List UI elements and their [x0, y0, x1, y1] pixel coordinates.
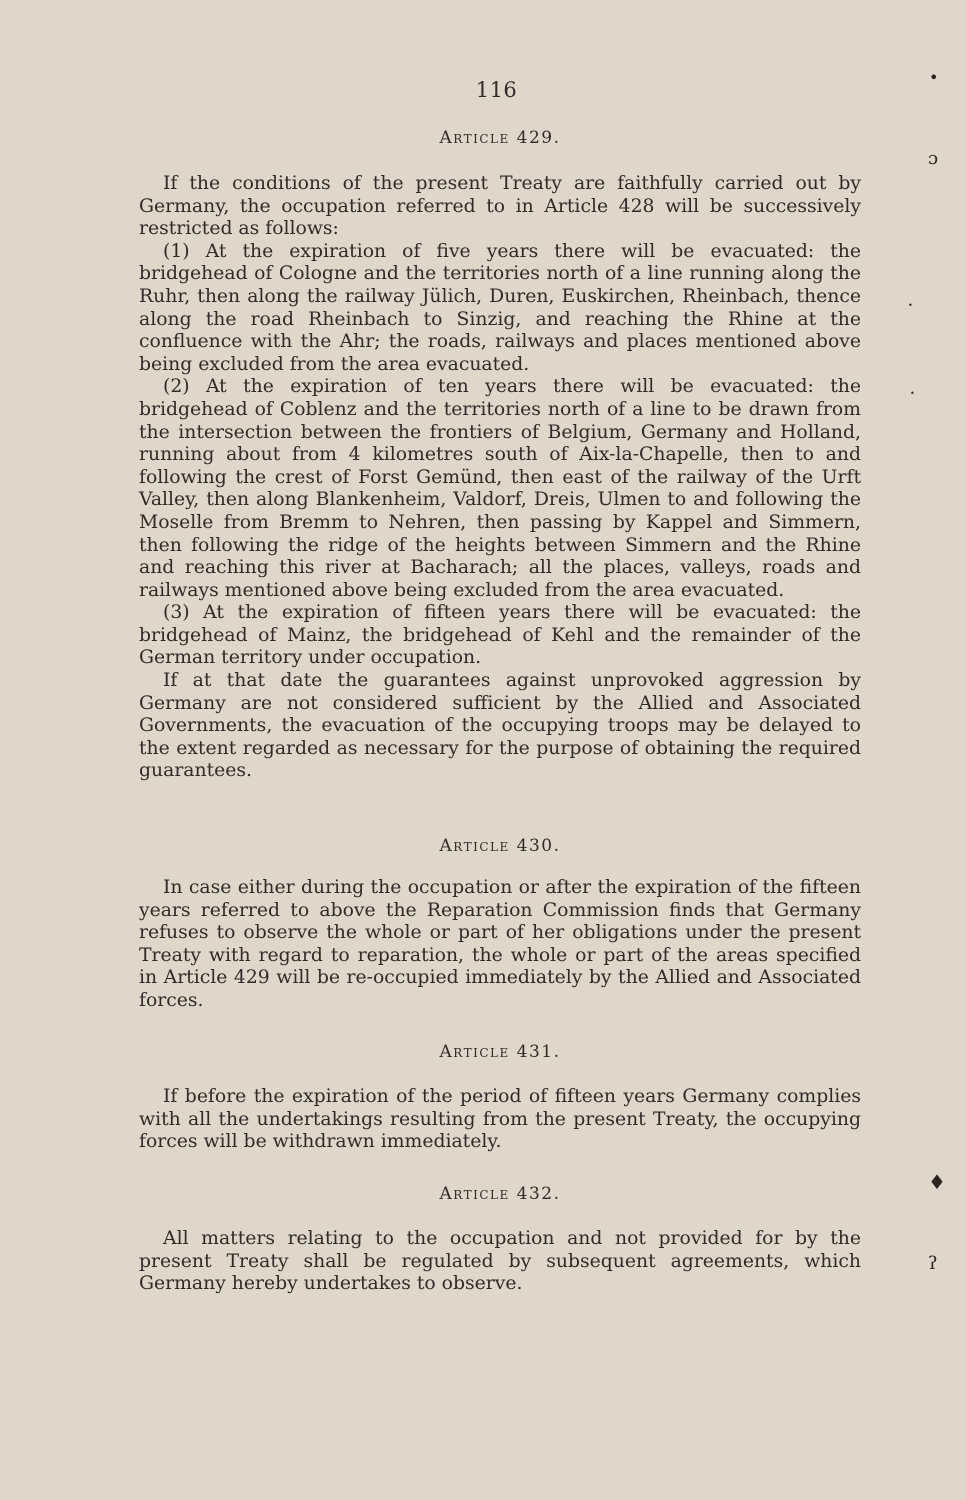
- margin-speck: •: [908, 301, 913, 310]
- paragraph: (2) At the expiration of ten years there will be evacuated: the bridgehead of Coblenz and the territories north of a line to be drawn from the intersection between the frontiers of Belgium, Germany and Holland, running about from 4 kilometres south of Aix-la-Chapelle, then to and following the crest of Forst Gemünd, then east of the railway of the Urft Valley, then along Blankenheim, Valdorf, Dreis, Ulmen to and following the Moselle from Bremm to Nehren, then passing by Kappel and Simmern, then following the ridge of the heights between Simmern and the Rhine and reaching this river at Bacharach; all the places, valleys, roads and railways mentioned above being excluded from the area evacuated.: [139, 376, 861, 601]
- paragraph: If before the expiration of the period of fifteen years Germany complies with all the undertakings resulting from the present Treaty, the occupying forces will be withdrawn immediately.: [139, 1086, 861, 1153]
- paragraph: (1) At the expiration of five years there will be evacuated: the bridgehead of Cologne and the territories north of a line running along the Ruhr, then along the railway Jülich, Duren, Euskirchen, Rheinbach, thence along the road Rheinbach to Sinzig, and reaching the Rhine at the confluence with the Ahr; the roads, railways and places mentioned above being excluded from the area evacuated.: [139, 240, 861, 375]
- margin-speck: ʔ: [928, 1253, 938, 1274]
- article-430-heading: Article 430.: [439, 836, 561, 856]
- page-number: 116: [475, 78, 518, 102]
- article-431-body: [139, 1086, 861, 1154]
- article-432-heading: Article 432.: [439, 1184, 561, 1204]
- paragraph: All matters relating to the occupation and not provided for by the present Treaty shall be regulated by subsequent agreements, which Germany hereby undertakes to observe.: [139, 1228, 861, 1295]
- margin-speck: ɔ: [928, 148, 939, 169]
- paragraph: If the conditions of the present Treaty are faithfully carried out by Germany, the occupation referred to in Article 428 will be successively restricted as follows:: [139, 173, 861, 240]
- paragraph: In case either during the occupation or after the expiration of the fifteen years referred to above the Reparation Commission finds that Germany refuses to observe the whole or part of her obligations under the present Treaty with regard to reparation, the whole or part of the areas specified in Article 429 will be re-occupied immediately by the Allied and Associated forces.: [139, 877, 861, 1011]
- article-429-heading: Article 429.: [439, 128, 561, 148]
- article-431-heading: Article 431.: [439, 1042, 561, 1062]
- article-429-body: [139, 173, 861, 783]
- margin-speck: ♦: [928, 1170, 946, 1194]
- article-432-body: [139, 1228, 861, 1296]
- article-430-body: [139, 877, 861, 1013]
- margin-speck: •: [929, 68, 939, 87]
- paragraph: If at that date the guarantees against unprovoked aggression by Germany are not considered sufficient by the Allied and Associated Governments, the evacuation of the occupying troops may be delayed to the extent regarded as necessary for the purpose of obtaining the required guarantees.: [139, 670, 861, 782]
- margin-speck: •: [910, 389, 915, 398]
- paragraph: (3) At the expiration of fifteen years there will be evacuated: the bridgehead of Mainz, the bridgehead of Kehl and the remainder of the German territory under occupation.: [139, 602, 861, 669]
